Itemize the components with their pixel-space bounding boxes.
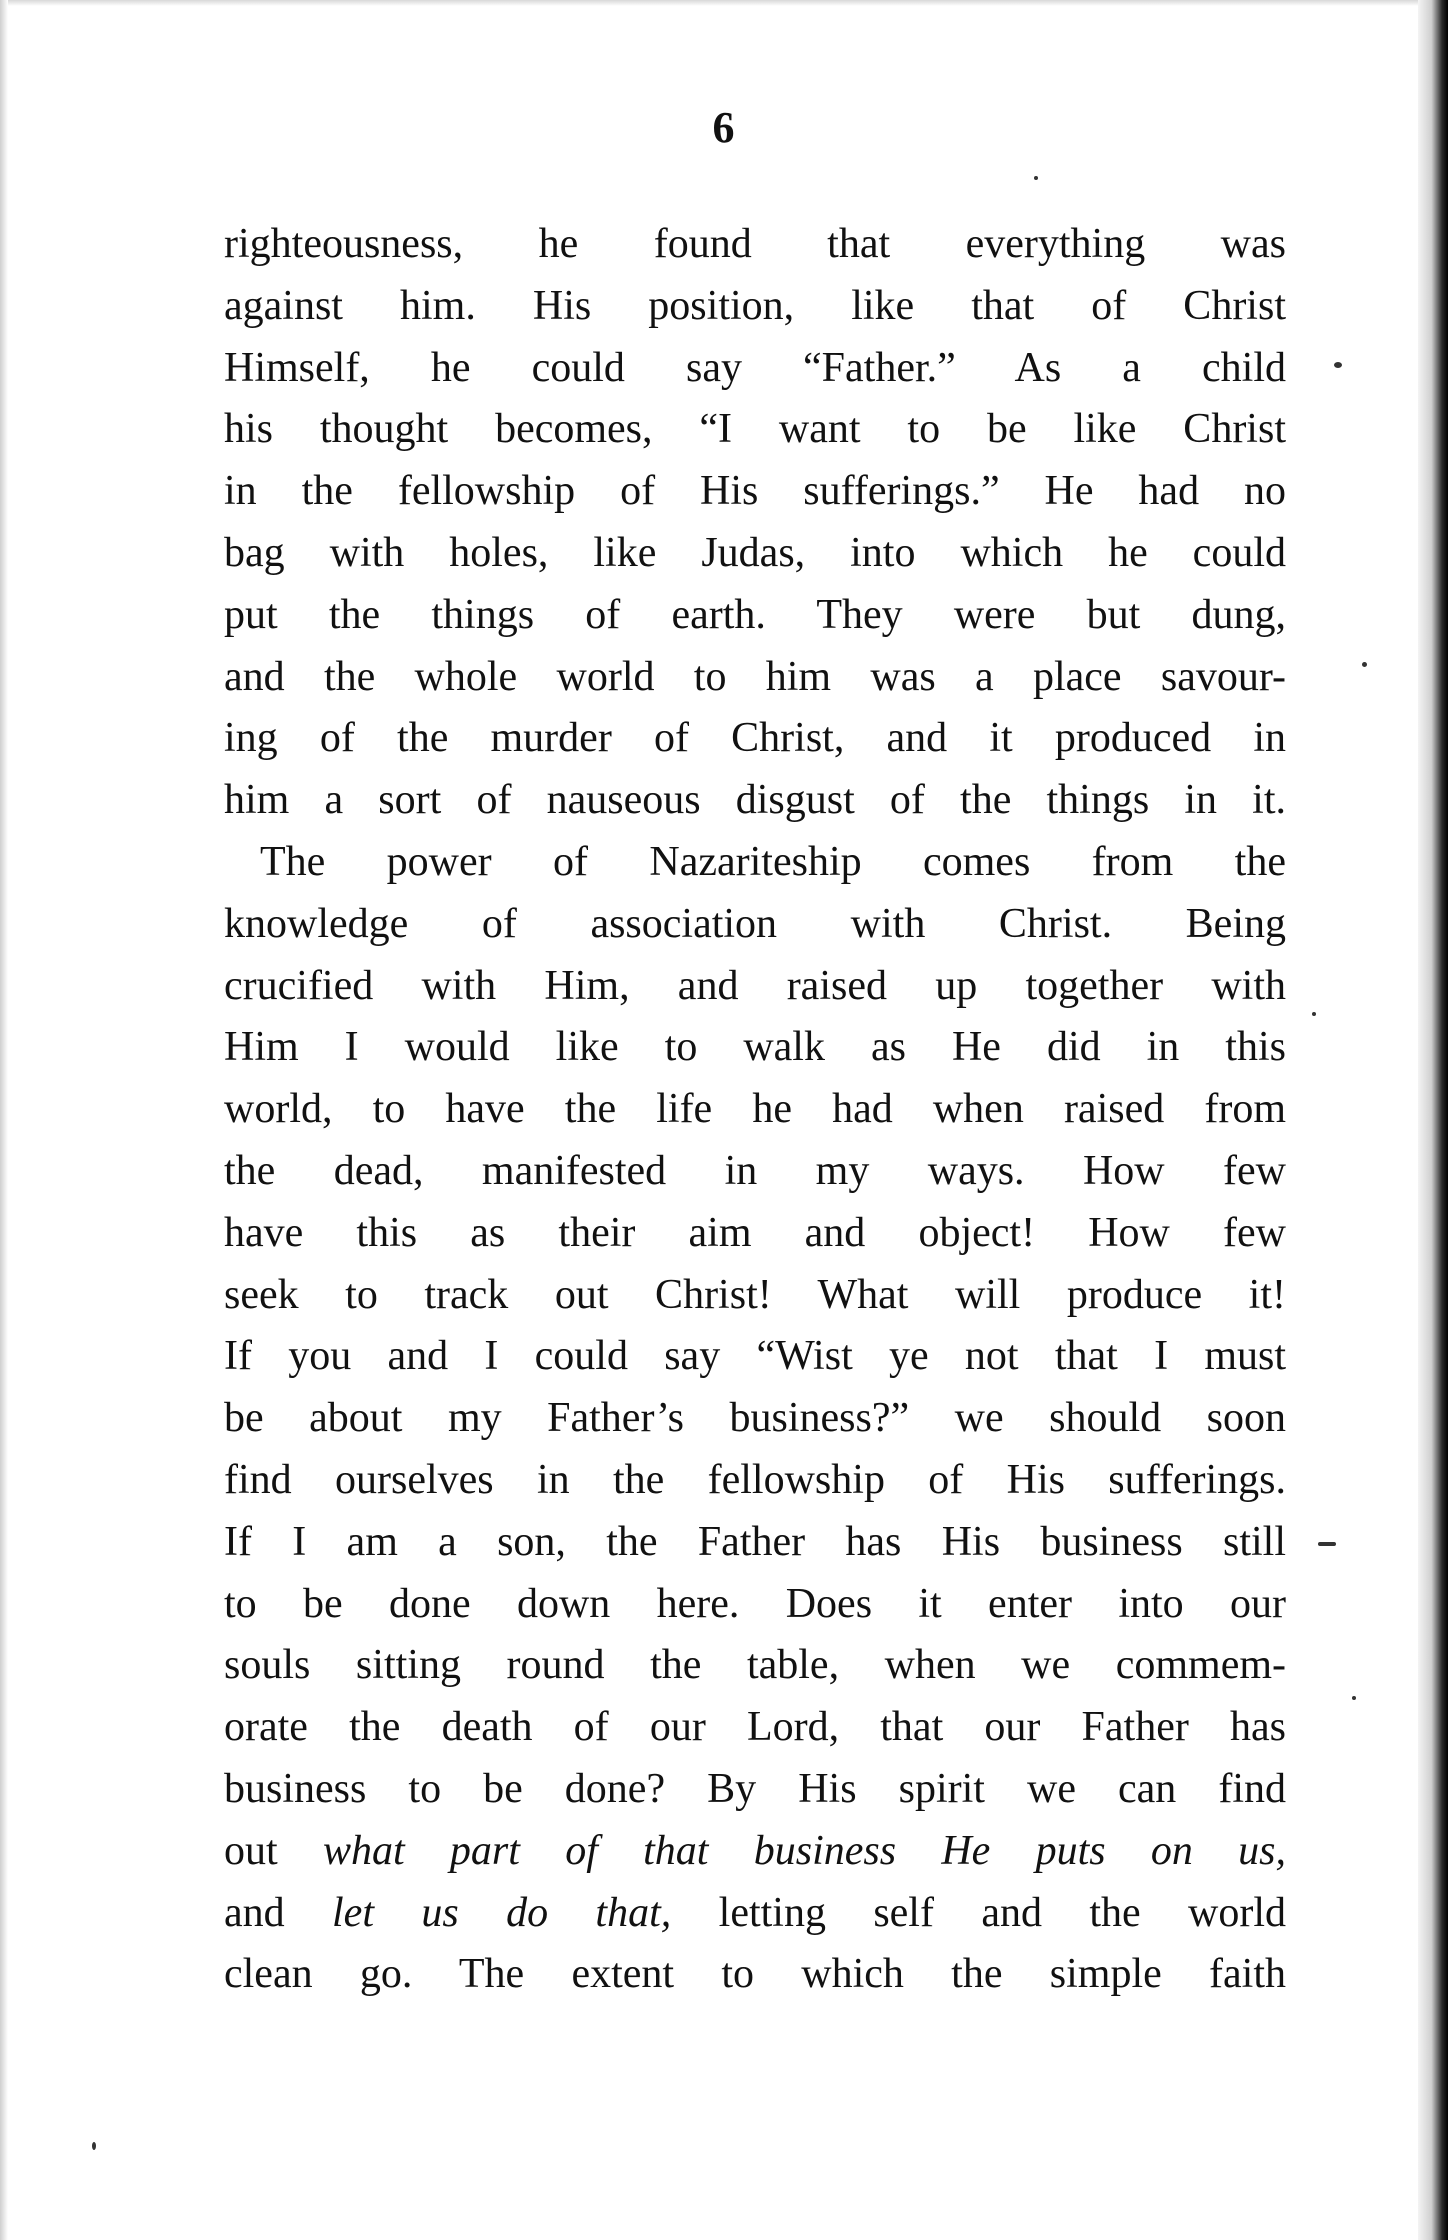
text-line: his thought becomes, “I want to be like Christ <box>224 406 1286 453</box>
text-line: bag with holes, like Judas, into which he could <box>224 529 1286 576</box>
text-line-mixed <box>224 1821 1286 1883</box>
text-line: find ourselves in the fellowship of His sufferings. <box>224 1456 1286 1503</box>
text-line: knowledge of association with Christ. Being <box>224 900 1286 947</box>
scan-speck <box>92 2142 96 2150</box>
text-line: souls sitting round the table, when we commem- <box>224 1642 1286 1689</box>
page-edge-left <box>0 0 8 2240</box>
body-text <box>224 214 1286 2006</box>
text-line: business to be done? By His spirit we can find <box>224 1765 1286 1812</box>
text-line: be about my Father’s business?” we should soon <box>224 1395 1286 1442</box>
text-line: put the things of earth. They were but dung, <box>224 591 1286 638</box>
text-line: Him I would like to walk as He did in this <box>224 1024 1286 1071</box>
text-line: If I am a son, the Father has His business still <box>224 1518 1286 1565</box>
page-number: 6 <box>712 103 736 152</box>
text-line: have this as their aim and object! How few <box>224 1209 1286 1256</box>
text-line: righteousness, he found that everything was <box>224 221 1286 267</box>
text-line: him a sort of nauseous disgust of the things in it. <box>224 777 1286 824</box>
italic-segment: let us do that, <box>332 1889 672 1936</box>
scan-speck <box>1362 662 1367 667</box>
italic-segment: what part of that business He puts on us, <box>322 1827 1286 1874</box>
text-line: world, to have the life he had when raised from <box>224 1086 1286 1133</box>
text-line: and the whole world to him was a place savour- <box>224 653 1286 700</box>
text-line: clean go. The extent to which the simple faith <box>224 1951 1286 1998</box>
text-line-mixed <box>224 1883 1286 1945</box>
text-line: the dead, manifested in my ways. How few <box>224 1147 1286 1194</box>
text-line: in the fellowship of His sufferings.” He had no <box>224 468 1286 515</box>
scan-speck <box>1312 1012 1316 1016</box>
text-line: seek to track out Christ! What will produce it! <box>224 1271 1286 1318</box>
text-segment: letting self and the world <box>671 1889 1286 1936</box>
page-edge-right <box>1418 0 1448 2240</box>
text-line: orate the death of our Lord, that our Father has <box>224 1704 1286 1751</box>
scan-speck <box>1034 176 1038 180</box>
text-segment: and <box>224 1889 333 1936</box>
scan-speck <box>1334 362 1342 368</box>
text-line: If you and I could say “Wist ye not that I must <box>224 1333 1286 1380</box>
scan-speck <box>1352 1696 1356 1700</box>
page-edge-top <box>0 0 1448 6</box>
text-line: crucified with Him, and raised up together with <box>224 962 1286 1009</box>
text-line: to be done down here. Does it enter into our <box>224 1580 1286 1627</box>
text-line: ing of the murder of Christ, and it produced in <box>224 715 1286 762</box>
scan-speck <box>1318 1542 1336 1546</box>
paragraph-start-line: The power of Nazariteship comes from the <box>260 838 1286 885</box>
text-segment: out <box>224 1827 323 1874</box>
text-line: Himself, he could say “Father.” As a child <box>224 344 1286 391</box>
text-line: against him. His position, like that of Christ <box>224 282 1286 329</box>
